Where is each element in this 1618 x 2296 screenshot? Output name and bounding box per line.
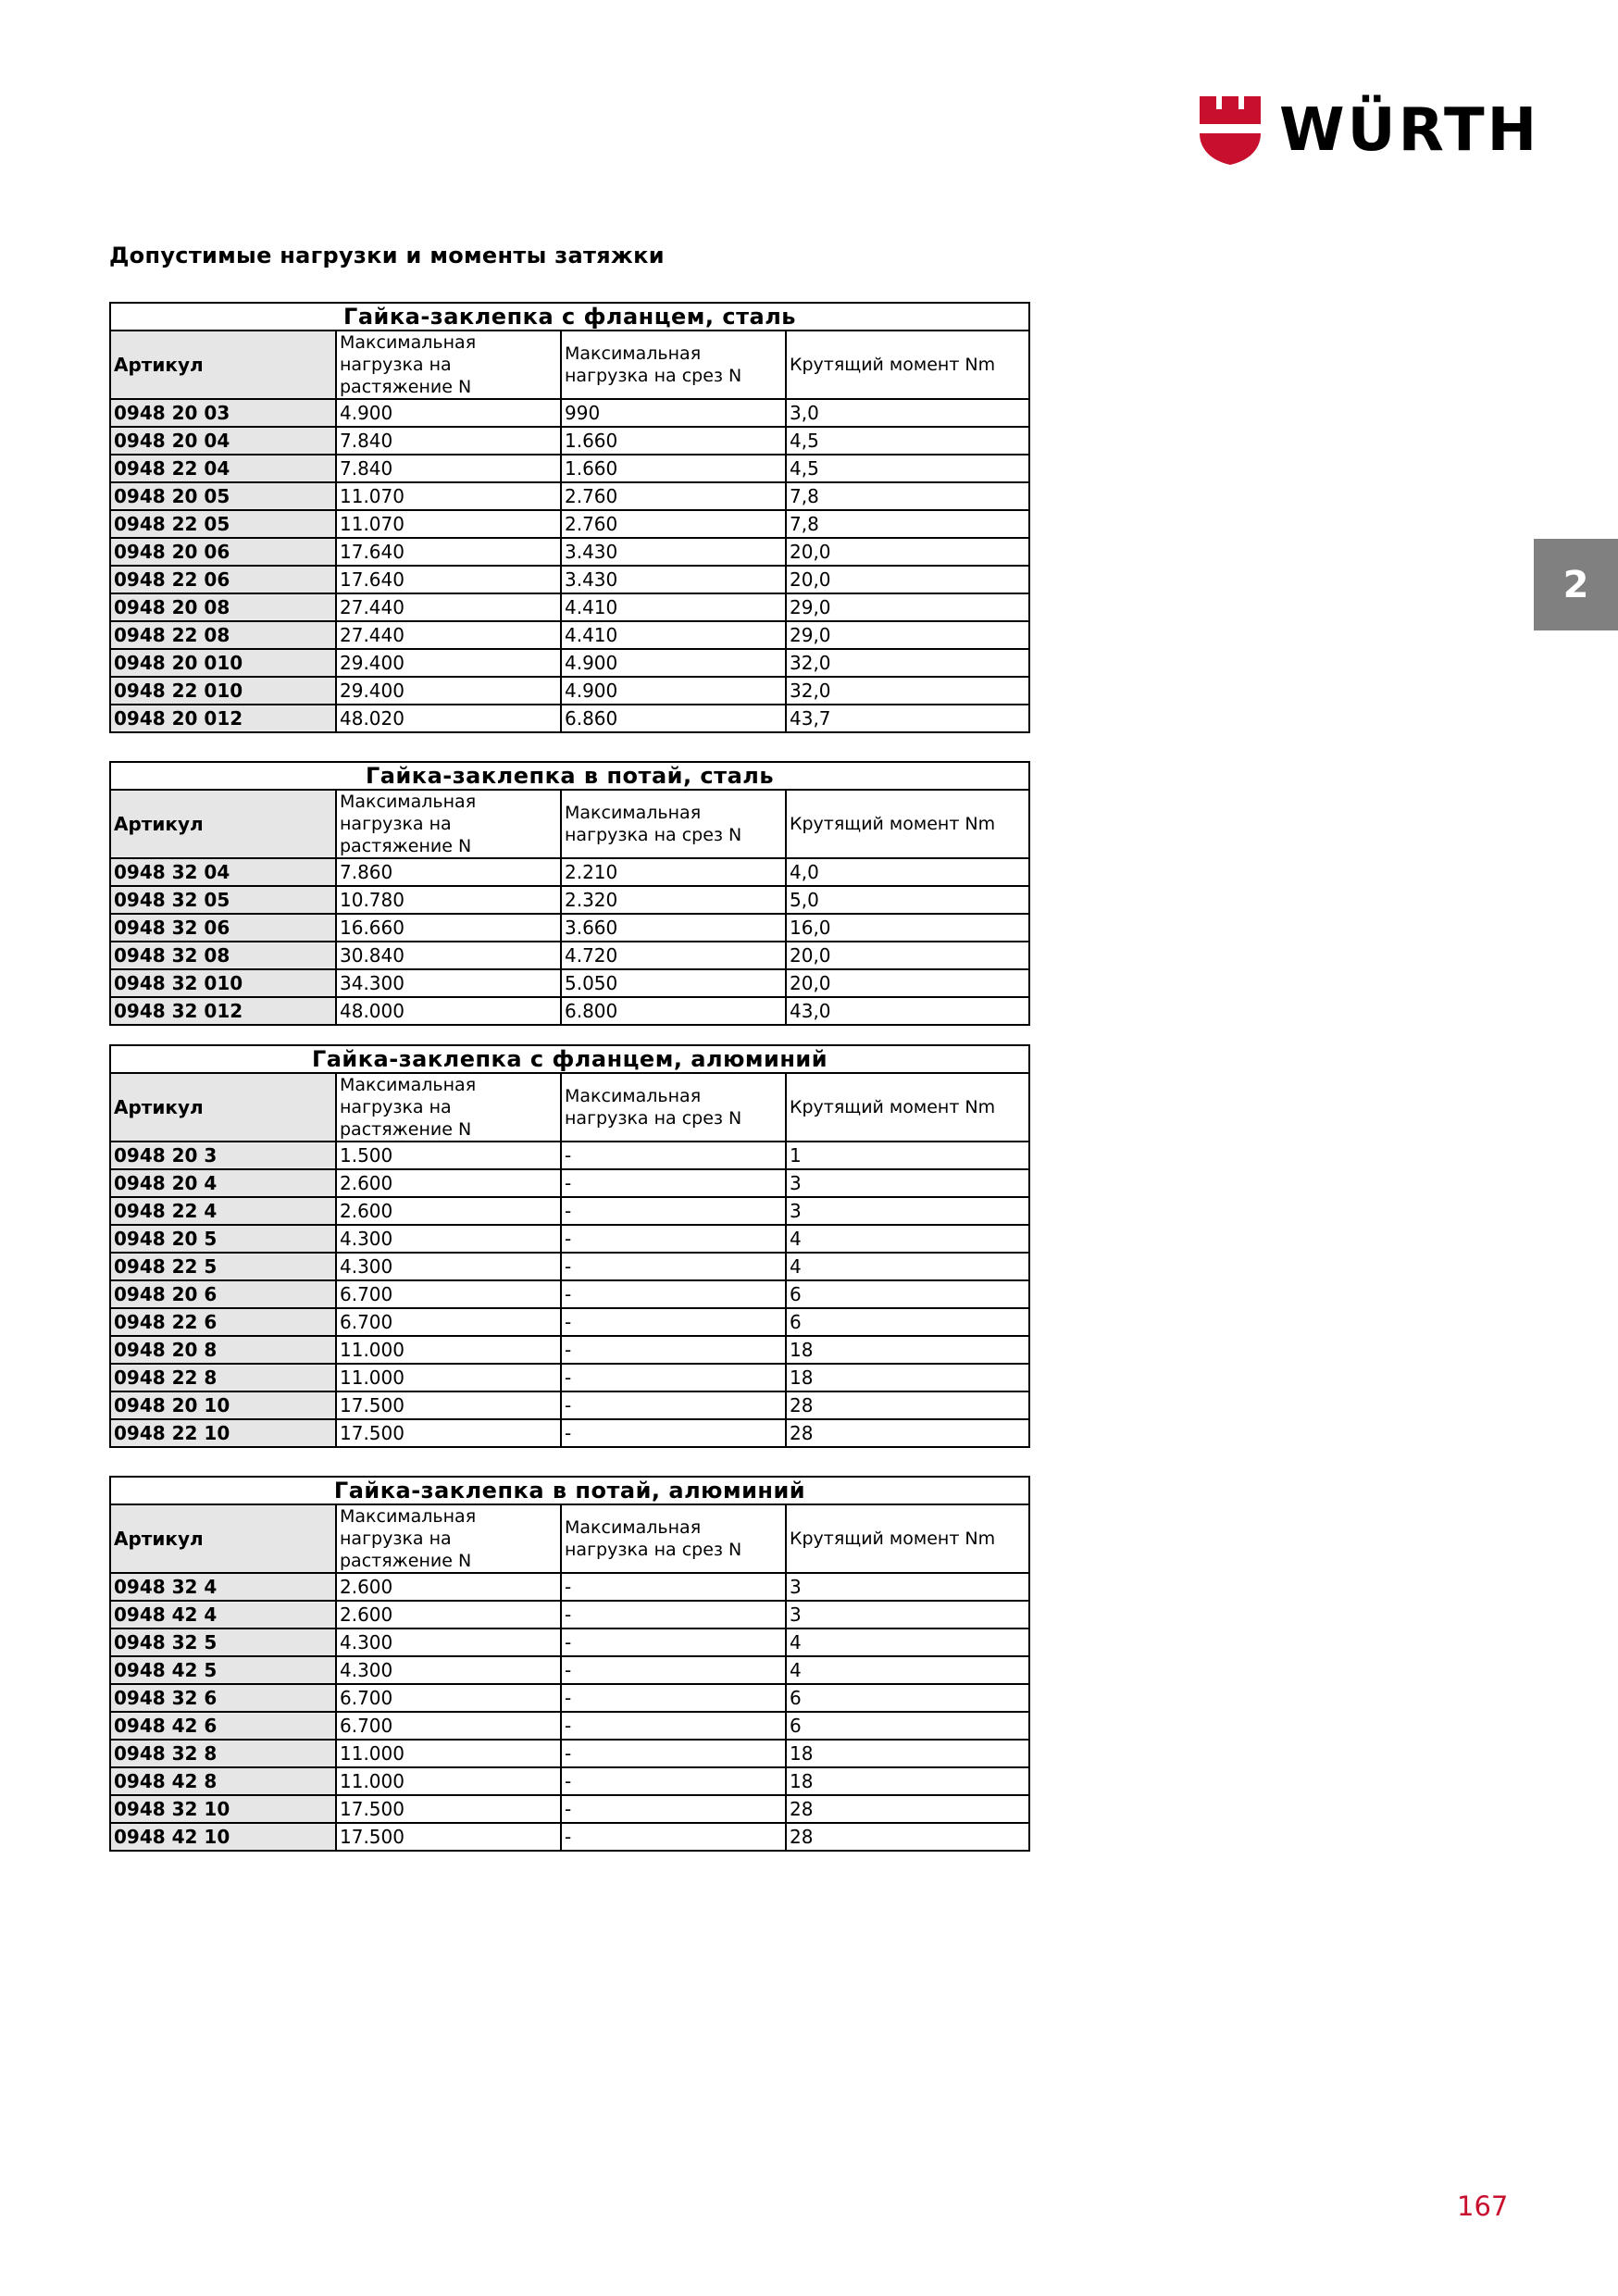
cell-tension: 17.640 xyxy=(336,566,561,593)
cell-torque: 3,0 xyxy=(786,399,1029,427)
cell-code: 0948 20 10 xyxy=(110,1391,336,1419)
cell-shear: 4.900 xyxy=(561,677,786,705)
table-header-row xyxy=(110,790,1029,858)
cell-code: 0948 22 10 xyxy=(110,1419,336,1447)
cell-code: 0948 32 05 xyxy=(110,886,336,914)
cell-code: 0948 32 8 xyxy=(110,1740,336,1767)
cell-code: 0948 22 05 xyxy=(110,510,336,538)
cell-torque: 3 xyxy=(786,1601,1029,1628)
table-row xyxy=(110,677,1029,705)
cell-torque: 18 xyxy=(786,1767,1029,1795)
cell-code: 0948 20 04 xyxy=(110,427,336,455)
cell-torque: 3 xyxy=(786,1197,1029,1225)
cell-code: 0948 32 010 xyxy=(110,969,336,997)
cell-shear: - xyxy=(561,1391,786,1419)
cell-torque: 7,8 xyxy=(786,482,1029,510)
cell-torque: 32,0 xyxy=(786,677,1029,705)
cell-shear: 4.900 xyxy=(561,649,786,677)
cell-code: 0948 22 4 xyxy=(110,1197,336,1225)
table-row xyxy=(110,1225,1029,1253)
table-body xyxy=(110,1477,1029,1851)
cell-torque: 28 xyxy=(786,1391,1029,1419)
column-header-shear: Максимальная нагрузка на срез N xyxy=(561,331,786,399)
cell-torque: 29,0 xyxy=(786,593,1029,621)
cell-shear: - xyxy=(561,1684,786,1712)
cell-tension: 48.020 xyxy=(336,705,561,732)
cell-shear: 1.660 xyxy=(561,427,786,455)
table-title: Гайка-заклепка с фланцем, сталь xyxy=(110,303,1029,331)
cell-tension: 29.400 xyxy=(336,677,561,705)
cell-tension: 17.500 xyxy=(336,1795,561,1823)
table-row xyxy=(110,1767,1029,1795)
cell-tension: 11.070 xyxy=(336,482,561,510)
table-row xyxy=(110,1391,1029,1419)
cell-shear: - xyxy=(561,1823,786,1851)
cell-torque: 4,0 xyxy=(786,858,1029,886)
cell-code: 0948 32 04 xyxy=(110,858,336,886)
column-header-tension: Максимальная нагрузка на растяжение N xyxy=(336,1504,561,1573)
table-row xyxy=(110,705,1029,732)
table-countersunk-steel xyxy=(109,761,1030,1026)
cell-torque: 3 xyxy=(786,1573,1029,1601)
cell-tension: 11.000 xyxy=(336,1364,561,1391)
cell-tension: 4.900 xyxy=(336,399,561,427)
table-row xyxy=(110,399,1029,427)
cell-code: 0948 32 6 xyxy=(110,1684,336,1712)
table-title: Гайка-заклепка в потай, сталь xyxy=(110,762,1029,790)
cell-code: 0948 32 06 xyxy=(110,914,336,942)
cell-torque: 6 xyxy=(786,1308,1029,1336)
wurth-wordmark: WÜRTH xyxy=(1279,96,1540,165)
table-title: Гайка-заклепка с фланцем, алюминий xyxy=(110,1045,1029,1073)
cell-shear: 3.430 xyxy=(561,538,786,566)
cell-torque: 20,0 xyxy=(786,969,1029,997)
cell-code: 0948 20 5 xyxy=(110,1225,336,1253)
cell-tension: 17.500 xyxy=(336,1419,561,1447)
table-row xyxy=(110,1573,1029,1601)
cell-shear: - xyxy=(561,1601,786,1628)
cell-shear: 990 xyxy=(561,399,786,427)
table-countersunk-aluminium xyxy=(109,1476,1030,1852)
cell-shear: 6.800 xyxy=(561,997,786,1025)
cell-torque: 1 xyxy=(786,1142,1029,1169)
cell-code: 0948 20 05 xyxy=(110,482,336,510)
cell-tension: 4.300 xyxy=(336,1628,561,1656)
table-header-row xyxy=(110,1504,1029,1573)
cell-torque: 43,7 xyxy=(786,705,1029,732)
cell-shear: 6.860 xyxy=(561,705,786,732)
cell-code: 0948 20 012 xyxy=(110,705,336,732)
cell-tension: 48.000 xyxy=(336,997,561,1025)
cell-code: 0948 32 08 xyxy=(110,942,336,969)
cell-torque: 28 xyxy=(786,1795,1029,1823)
table-row xyxy=(110,482,1029,510)
page-number: 167 xyxy=(1457,2190,1509,2222)
cell-torque: 5,0 xyxy=(786,886,1029,914)
table-row xyxy=(110,566,1029,593)
table-row xyxy=(110,969,1029,997)
cell-code: 0948 22 04 xyxy=(110,455,336,482)
wurth-logo xyxy=(1200,96,1540,165)
cell-shear: - xyxy=(561,1225,786,1253)
cell-torque: 18 xyxy=(786,1336,1029,1364)
table-row xyxy=(110,1419,1029,1447)
cell-code: 0948 32 4 xyxy=(110,1573,336,1601)
column-header-article: Артикул xyxy=(110,1073,336,1142)
column-header-torque: Крутящий момент Nm xyxy=(786,331,1029,399)
table-title-row xyxy=(110,1477,1029,1504)
table-flange-steel xyxy=(109,302,1030,733)
cell-shear: 4.410 xyxy=(561,621,786,649)
table-row xyxy=(110,538,1029,566)
cell-shear: - xyxy=(561,1308,786,1336)
cell-tension: 2.600 xyxy=(336,1573,561,1601)
cell-tension: 17.500 xyxy=(336,1391,561,1419)
table-title-row xyxy=(110,762,1029,790)
cell-tension: 7.840 xyxy=(336,455,561,482)
cell-code: 0948 22 08 xyxy=(110,621,336,649)
cell-torque: 4 xyxy=(786,1628,1029,1656)
cell-torque: 6 xyxy=(786,1684,1029,1712)
cell-tension: 4.300 xyxy=(336,1253,561,1280)
table-row xyxy=(110,1712,1029,1740)
table-body xyxy=(110,762,1029,1025)
table-row xyxy=(110,593,1029,621)
table-row xyxy=(110,1795,1029,1823)
cell-tension: 6.700 xyxy=(336,1308,561,1336)
cell-torque: 18 xyxy=(786,1364,1029,1391)
cell-tension: 1.500 xyxy=(336,1142,561,1169)
table-row xyxy=(110,649,1029,677)
table-row xyxy=(110,1656,1029,1684)
cell-torque: 43,0 xyxy=(786,997,1029,1025)
cell-code: 0948 20 4 xyxy=(110,1169,336,1197)
cell-shear: - xyxy=(561,1253,786,1280)
cell-torque: 3 xyxy=(786,1169,1029,1197)
cell-shear: - xyxy=(561,1197,786,1225)
cell-torque: 20,0 xyxy=(786,566,1029,593)
table-row xyxy=(110,1280,1029,1308)
cell-torque: 6 xyxy=(786,1712,1029,1740)
table-title-row xyxy=(110,1045,1029,1073)
cell-tension: 6.700 xyxy=(336,1684,561,1712)
table-body xyxy=(110,303,1029,732)
table-row xyxy=(110,1142,1029,1169)
cell-code: 0948 32 5 xyxy=(110,1628,336,1656)
cell-code: 0948 22 6 xyxy=(110,1308,336,1336)
cell-tension: 11.070 xyxy=(336,510,561,538)
table-row xyxy=(110,427,1029,455)
cell-shear: 2.210 xyxy=(561,858,786,886)
cell-shear: 3.660 xyxy=(561,914,786,942)
cell-shear: - xyxy=(561,1364,786,1391)
table-row xyxy=(110,1823,1029,1851)
cell-shear: 5.050 xyxy=(561,969,786,997)
column-header-article: Артикул xyxy=(110,331,336,399)
cell-torque: 4 xyxy=(786,1225,1029,1253)
cell-code: 0948 20 03 xyxy=(110,399,336,427)
cell-tension: 4.300 xyxy=(336,1225,561,1253)
cell-torque: 20,0 xyxy=(786,538,1029,566)
cell-torque: 16,0 xyxy=(786,914,1029,942)
cell-tension: 16.660 xyxy=(336,914,561,942)
cell-torque: 32,0 xyxy=(786,649,1029,677)
table-header-row xyxy=(110,1073,1029,1142)
cell-torque: 18 xyxy=(786,1740,1029,1767)
column-header-torque: Крутящий момент Nm xyxy=(786,790,1029,858)
table-row xyxy=(110,510,1029,538)
cell-code: 0948 42 5 xyxy=(110,1656,336,1684)
table-row xyxy=(110,997,1029,1025)
cell-code: 0948 42 10 xyxy=(110,1823,336,1851)
table-row xyxy=(110,1197,1029,1225)
cell-tension: 6.700 xyxy=(336,1712,561,1740)
column-header-tension: Максимальная нагрузка на растяжение N xyxy=(336,1073,561,1142)
column-header-tension: Максимальная нагрузка на растяжение N xyxy=(336,331,561,399)
cell-torque: 28 xyxy=(786,1823,1029,1851)
cell-code: 0948 20 3 xyxy=(110,1142,336,1169)
cell-tension: 7.840 xyxy=(336,427,561,455)
cell-torque: 28 xyxy=(786,1419,1029,1447)
table-row xyxy=(110,1308,1029,1336)
cell-code: 0948 32 10 xyxy=(110,1795,336,1823)
table-flange-aluminium xyxy=(109,1044,1030,1448)
cell-tension: 10.780 xyxy=(336,886,561,914)
cell-code: 0948 20 8 xyxy=(110,1336,336,1364)
table-title: Гайка-заклепка в потай, алюминий xyxy=(110,1477,1029,1504)
cell-code: 0948 20 08 xyxy=(110,593,336,621)
cell-torque: 4 xyxy=(786,1253,1029,1280)
wurth-emblem-icon xyxy=(1200,96,1261,165)
cell-shear: 1.660 xyxy=(561,455,786,482)
table-row xyxy=(110,942,1029,969)
cell-tension: 4.300 xyxy=(336,1656,561,1684)
column-header-shear: Максимальная нагрузка на срез N xyxy=(561,1073,786,1142)
column-header-shear: Максимальная нагрузка на срез N xyxy=(561,1504,786,1573)
cell-shear: 2.760 xyxy=(561,482,786,510)
cell-tension: 2.600 xyxy=(336,1169,561,1197)
table-title-row xyxy=(110,303,1029,331)
table-row xyxy=(110,914,1029,942)
table-row xyxy=(110,1253,1029,1280)
cell-shear: 4.410 xyxy=(561,593,786,621)
table-row xyxy=(110,621,1029,649)
cell-tension: 29.400 xyxy=(336,649,561,677)
cell-shear: - xyxy=(561,1169,786,1197)
column-header-article: Артикул xyxy=(110,1504,336,1573)
cell-shear: 4.720 xyxy=(561,942,786,969)
cell-tension: 27.440 xyxy=(336,621,561,649)
cell-tension: 17.500 xyxy=(336,1823,561,1851)
table-header-row xyxy=(110,331,1029,399)
cell-shear: - xyxy=(561,1712,786,1740)
cell-shear: 3.430 xyxy=(561,566,786,593)
cell-tension: 6.700 xyxy=(336,1280,561,1308)
table-body xyxy=(110,1045,1029,1447)
cell-shear: 2.320 xyxy=(561,886,786,914)
column-header-article: Артикул xyxy=(110,790,336,858)
cell-torque: 4,5 xyxy=(786,427,1029,455)
cell-tension: 30.840 xyxy=(336,942,561,969)
table-row xyxy=(110,1169,1029,1197)
cell-torque: 6 xyxy=(786,1280,1029,1308)
cell-shear: - xyxy=(561,1573,786,1601)
cell-torque: 29,0 xyxy=(786,621,1029,649)
chapter-tab: 2 xyxy=(1534,539,1618,630)
cell-shear: - xyxy=(561,1740,786,1767)
cell-code: 0948 20 010 xyxy=(110,649,336,677)
cell-tension: 7.860 xyxy=(336,858,561,886)
table-row xyxy=(110,1601,1029,1628)
cell-tension: 11.000 xyxy=(336,1767,561,1795)
cell-tension: 11.000 xyxy=(336,1740,561,1767)
cell-shear: 2.760 xyxy=(561,510,786,538)
cell-shear: - xyxy=(561,1767,786,1795)
cell-tension: 11.000 xyxy=(336,1336,561,1364)
cell-code: 0948 20 06 xyxy=(110,538,336,566)
column-header-torque: Крутящий момент Nm xyxy=(786,1504,1029,1573)
cell-shear: - xyxy=(561,1628,786,1656)
cell-torque: 7,8 xyxy=(786,510,1029,538)
cell-shear: - xyxy=(561,1795,786,1823)
table-row xyxy=(110,1684,1029,1712)
column-header-shear: Максимальная нагрузка на срез N xyxy=(561,790,786,858)
cell-tension: 17.640 xyxy=(336,538,561,566)
cell-code: 0948 22 8 xyxy=(110,1364,336,1391)
cell-torque: 4 xyxy=(786,1656,1029,1684)
cell-code: 0948 32 012 xyxy=(110,997,336,1025)
cell-tension: 2.600 xyxy=(336,1601,561,1628)
table-row xyxy=(110,1628,1029,1656)
cell-tension: 27.440 xyxy=(336,593,561,621)
column-header-tension: Максимальная нагрузка на растяжение N xyxy=(336,790,561,858)
cell-shear: - xyxy=(561,1656,786,1684)
table-row xyxy=(110,455,1029,482)
cell-shear: - xyxy=(561,1142,786,1169)
cell-code: 0948 22 5 xyxy=(110,1253,336,1280)
cell-torque: 4,5 xyxy=(786,455,1029,482)
table-row xyxy=(110,1364,1029,1391)
cell-code: 0948 20 6 xyxy=(110,1280,336,1308)
table-row xyxy=(110,1336,1029,1364)
cell-code: 0948 22 010 xyxy=(110,677,336,705)
cell-code: 0948 42 8 xyxy=(110,1767,336,1795)
cell-code: 0948 22 06 xyxy=(110,566,336,593)
cell-shear: - xyxy=(561,1336,786,1364)
table-row xyxy=(110,1740,1029,1767)
cell-code: 0948 42 4 xyxy=(110,1601,336,1628)
cell-shear: - xyxy=(561,1419,786,1447)
page-heading: Допустимые нагрузки и моменты затяжки xyxy=(109,243,665,268)
column-header-torque: Крутящий момент Nm xyxy=(786,1073,1029,1142)
table-row xyxy=(110,886,1029,914)
cell-tension: 34.300 xyxy=(336,969,561,997)
cell-torque: 20,0 xyxy=(786,942,1029,969)
table-row xyxy=(110,858,1029,886)
cell-code: 0948 42 6 xyxy=(110,1712,336,1740)
cell-tension: 2.600 xyxy=(336,1197,561,1225)
cell-shear: - xyxy=(561,1280,786,1308)
